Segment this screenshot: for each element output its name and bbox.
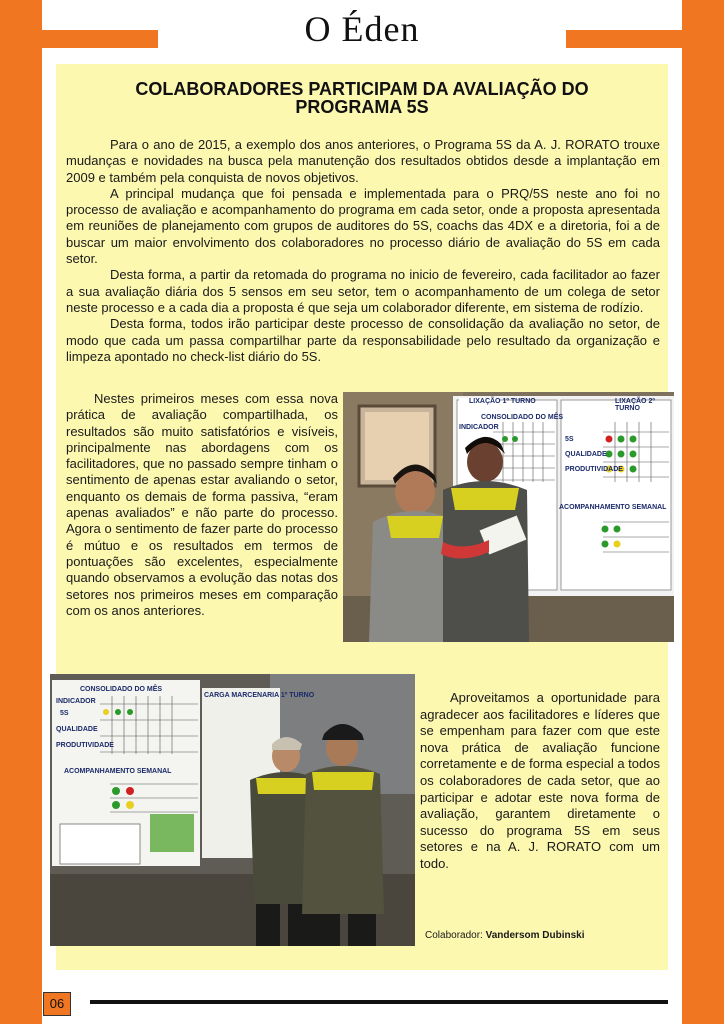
photo2-label-acompanhamento: ACOMPANHAMENTO SEMANAL (64, 768, 172, 775)
header-tab-right (566, 30, 682, 48)
photo1-label-consolidado: CONSOLIDADO DO MÊS (481, 414, 564, 421)
photo1-label-lixacao: LIXAÇÃO 1º TURNO (469, 398, 536, 405)
header-tab-left (42, 30, 158, 48)
article-column (66, 391, 338, 619)
article-closing (420, 690, 660, 873)
photo1-label-acompanhamento: ACOMPANHAMENTO SEMANAL (559, 504, 667, 511)
photo2-label-carga: CARGA MARCENARIA 1º TURNO (204, 692, 315, 699)
photo1-label-indicador: INDICADOR (459, 424, 499, 431)
left-orange-bar (0, 0, 42, 1024)
credit-name: Vandersom Dubinski (485, 930, 585, 941)
paragraph-2: A principal mudança que foi pensada e implementada para o PRQ/5S neste ano foi no processo de avaliação e acompanhamento do programa em cada setor, onde a proposta apresentada em reuniões de planejamento com grupos de auditores do 5S, coachs das 4DX e a diretoria, foi a de buscar um maior envolvimento dos colaboradores no processo diário de avaliação do 5S em cada setor. (66, 185, 660, 267)
photo1-label-lixacao-2: LIXAÇÃO 2º TURNO (615, 398, 655, 412)
paragraph-1: Para o ano de 2015, a exemplo dos anos anteriores, o Programa 5S da A. J. RORATO trouxe mudanças e novidades na busca pela manutenção dos resultados obtidos desde a implantação em 2009 e também pela conquista de novos objetivos. (66, 137, 660, 185)
page-number: 06 (43, 992, 71, 1016)
paragraph-6: Aproveitamos a oportunidade para agradecer aos facilitadores e líderes que se empenham para fazer com que este nova prática de avaliação funcione corretamente e de forma especial a todos os colaboradores de cada setor, que ao participar e adotar este nova forma de avaliação, garantem diretamente o sucesso do programa 5S em seus setores e na A. J. RORATO com um todo. (420, 690, 660, 871)
masthead-title: O Éden (304, 9, 420, 49)
photo2-label-consolidado: CONSOLIDADO DO MÊS (80, 686, 163, 693)
author-credit (425, 930, 585, 941)
right-orange-bar (682, 0, 724, 1024)
footer-rule (90, 1000, 668, 1004)
credit-label: Colaborador: (425, 930, 483, 941)
article-headline: COLABORADORES PARTICIPAM DA AVALIAÇÃO DO PROGRAMA 5S (135, 79, 589, 117)
article-body (66, 137, 660, 365)
photo1-label-qualidade: QUALIDADE (565, 451, 607, 458)
photo1-label-produtividade: PRODUTIVIDADE (565, 466, 623, 473)
photo2-label-produtividade: PRODUTIVIDADE (56, 742, 114, 749)
paragraph-3: Desta forma, a partir da retomada do programa no inicio de fevereiro, cada facilitador ao fazer a sua avaliação diária dos 5 sensos em seu setor, tem o acompanhamento de um colega de setor neste processo e a cada dia a proposta é que seja um colaborador diferente, em sistema de rodízio. (66, 267, 660, 315)
photo2-illustration (50, 674, 415, 946)
photo-facilitators-board (343, 392, 674, 642)
photo2-label-indicador: INDICADOR (56, 698, 96, 705)
paragraph-5: Nestes primeiros meses com essa nova prática de avaliação compartilhada, os resultados são muito satisfatórios e visíveis, principalmente nas abordagens com os facilitadores, que no passado sempre tinham o sentimento de apenas estar avaliando o setor, enquanto os demais de forma passiva, “eram apenas avaliados” e não parte do processo. Agora o sentimento de fazer parte do processo é mútuo e os resultados em termos de pontuações são excelentes, especialmente quando observamos a evolução das notas dos setores nos primeiros meses em comparação com os anos anteriores. (66, 391, 338, 618)
paragraph-4: Desta forma, todos irão participar deste processo de consolidação da avaliação no setor, de modo que cada um passa compartilhar parte da responsabilidade pelo resultado da organização e limpeza apontado no check-list diário do 5S. (66, 316, 660, 364)
photo2-label-5s: 5S (60, 710, 69, 717)
photo-leaders-board (50, 674, 415, 946)
photo1-label-5s: 5S (565, 436, 574, 443)
photo1-illustration (343, 392, 674, 642)
photo2-label-qualidade: QUALIDADE (56, 726, 98, 733)
